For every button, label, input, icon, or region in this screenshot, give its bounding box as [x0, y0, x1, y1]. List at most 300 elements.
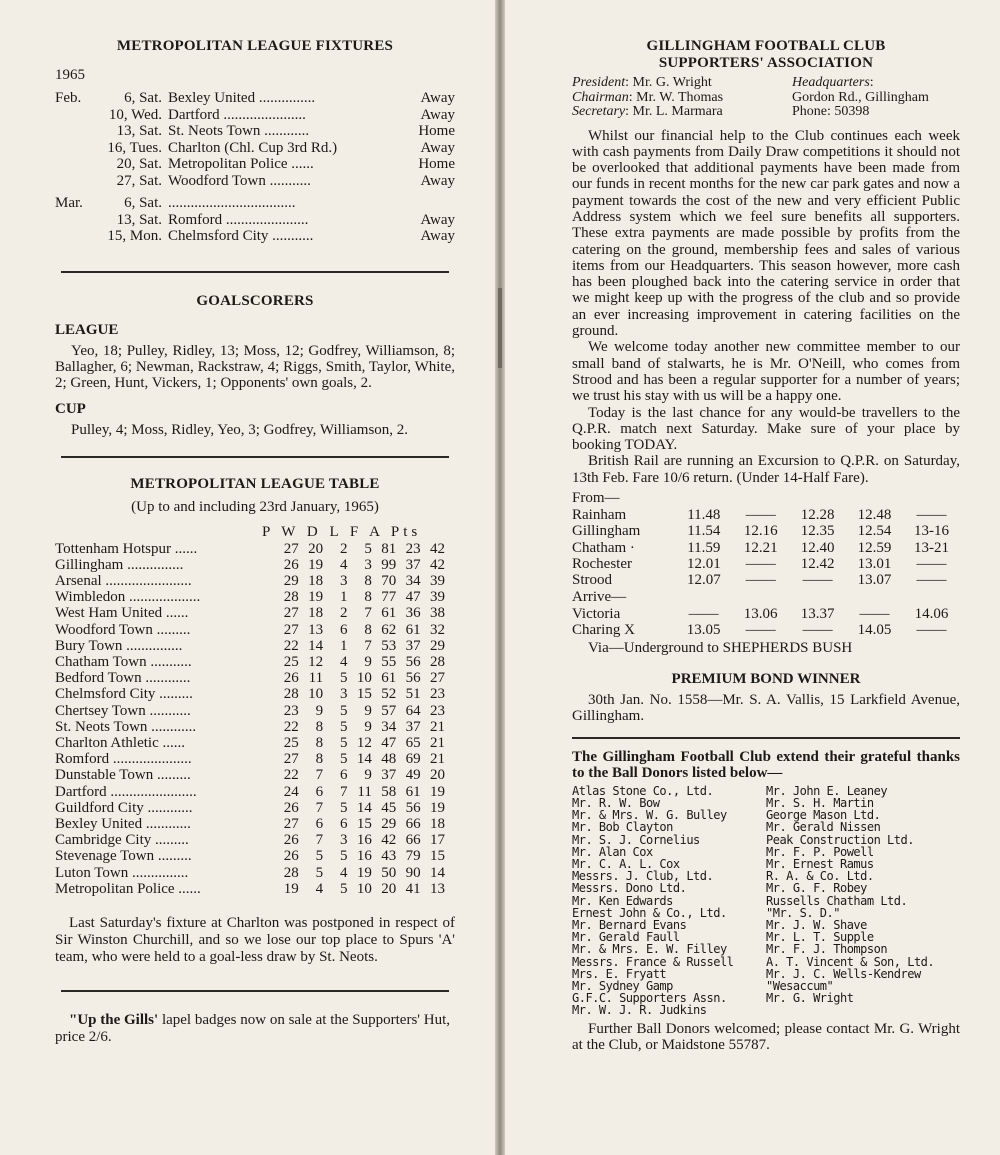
donor-name: Russells Chatham Ltd. — [766, 893, 908, 908]
stat-a: 69 — [405, 751, 421, 768]
from-timetable — [572, 507, 960, 588]
stat-l: 10 — [356, 670, 372, 687]
fixtures-year: 1965 — [55, 67, 85, 83]
stat-pts: 39 — [430, 572, 445, 589]
fixture-opponent: Charlton (Chl. Cup 3rd Rd.) — [168, 139, 338, 156]
stat-a: 79 — [405, 848, 421, 865]
donor-name: Atlas Stone Co., Ltd. — [572, 783, 714, 798]
stat-l: 19 — [356, 864, 372, 881]
stat-w: 6 — [315, 783, 324, 800]
table-row — [55, 654, 445, 670]
donor-name: G.F.C. Supporters Assn. — [572, 991, 727, 1006]
train-time: —— — [802, 621, 833, 638]
stat-pts: 42 — [430, 556, 445, 573]
train-time: 13.05 — [686, 621, 721, 638]
fixture-row — [55, 228, 455, 245]
league-table-note: (Up to and including 23rd January, 1965) — [131, 498, 379, 515]
team-name: Tottenham Hotspur ...... — [55, 540, 198, 557]
stat-d: 5 — [340, 799, 348, 816]
donor-name: Mr. J. W. Shave — [766, 917, 867, 932]
stat-p: 27 — [283, 605, 299, 622]
station-name: Rochester — [572, 555, 632, 572]
train-time: —— — [859, 605, 890, 622]
donor-name: Mr. Gerald Faull — [572, 930, 680, 945]
stat-f: 57 — [381, 702, 397, 719]
donor-name: Mr. Sydney Gamp — [572, 978, 673, 993]
team-name: Arsenal ....................... — [55, 572, 192, 589]
timetable-row — [572, 540, 960, 556]
team-name: Stevenage Town ......... — [55, 848, 192, 865]
stat-p: 26 — [283, 848, 299, 865]
train-time: —— — [916, 555, 947, 572]
paragraph: Whilst our financial help to the Club continues each week with cash payments from Daily Draw competitions it should not be overlooked that additional payments have been made from our funds in recent months for the new car park gates and now a payment towards the cost of the new and very efficient Public Address system which we feel sure benefits all supporters. These extra payments are made possible by profits from the catering on the ground, membership fees and sales of various items from our Headquarters. This season however, more cash has been ploughed back into the catering service in order that we might keep up with the progress of the club and so provide an ever increasing improvement in catering facilities on the ground. — [572, 127, 960, 340]
stat-l: 8 — [364, 572, 372, 589]
table-row — [55, 816, 445, 832]
stat-f: 99 — [381, 556, 397, 573]
stat-a: 66 — [405, 832, 421, 849]
fixture-day: 10, Wed. — [108, 106, 162, 123]
donor-name: "Wesaccum" — [766, 978, 834, 993]
stat-d: 3 — [340, 832, 348, 849]
train-time: 12.28 — [800, 507, 835, 524]
fixture-day: 6, Sat. — [124, 195, 162, 211]
officer-name: : Mr. L. Marmara — [625, 104, 723, 119]
fixture-venue: Away — [420, 228, 455, 244]
stat-a: 41 — [405, 880, 421, 897]
train-time: 12.21 — [743, 539, 778, 556]
donors-closing: Further Ball Donors welcomed; please contact Mr. G. Wright at the Club, or Maidstone 55787. — [572, 1020, 960, 1053]
fixture-opponent: Woodford Town ........... — [168, 172, 311, 189]
table-row — [55, 800, 445, 816]
fixture-month: Mar. — [55, 195, 83, 211]
fixtures-title: METROPOLITAN LEAGUE FIXTURES — [116, 38, 394, 54]
stat-f: 45 — [381, 799, 397, 816]
stat-w: 12 — [308, 653, 324, 670]
team-name: Metropolitan Police ...... — [55, 880, 201, 897]
stat-d: 6 — [340, 815, 348, 832]
table-row — [55, 686, 445, 702]
train-time: —— — [745, 555, 776, 572]
train-time: 11.54 — [687, 523, 721, 540]
table-row — [55, 767, 445, 783]
train-time: —— — [802, 572, 833, 589]
cup-scorers: Pulley, 4; Moss, Ridley, Yeo, 3; Godfrey, Williamson, 2. — [71, 421, 409, 438]
donor-name: Peak Construction Ltd. — [766, 832, 914, 847]
donor-name: Messrs. France & Russell — [572, 954, 734, 969]
stat-l: 8 — [364, 621, 372, 638]
stat-f: 81 — [381, 540, 397, 557]
stat-d: 6 — [340, 767, 348, 784]
stat-f: 48 — [381, 751, 397, 768]
fixture-venue: Away — [420, 90, 455, 106]
association-title: SUPPORTERS' ASSOCIATION — [658, 55, 874, 71]
stat-a: 90 — [405, 864, 421, 881]
team-name: Bexley United ............ — [55, 815, 191, 832]
stat-pts: 23 — [430, 686, 445, 703]
stat-a: 37 — [405, 718, 421, 735]
train-time: 12.01 — [686, 555, 721, 572]
donor-name: Mrs. E. Fryatt — [572, 966, 667, 981]
arrive-label: Arrive— — [572, 588, 627, 605]
donor-name: Mr. Ernest Ramus — [766, 856, 874, 871]
table-row — [55, 638, 445, 654]
stat-f: 37 — [381, 767, 397, 784]
donor-name: Mr. & Mrs. E. W. Filley — [572, 942, 727, 957]
fixture-venue: Away — [420, 172, 455, 189]
stat-p: 23 — [283, 702, 299, 719]
fixture-opponent: Dartford ...................... — [168, 106, 306, 123]
fixture-day: 13, Sat. — [116, 123, 162, 139]
stat-d: 3 — [340, 572, 348, 589]
team-name: Luton Town ............... — [55, 864, 189, 881]
train-time: 13-21 — [913, 539, 949, 556]
donor-name: A. T. Vincent & Son, Ltd. — [766, 954, 935, 969]
stat-f: 34 — [381, 718, 397, 735]
club-title: GILLINGHAM FOOTBALL CLUB — [646, 38, 886, 54]
left-page — [0, 0, 495, 1155]
stat-d: 4 — [340, 556, 348, 573]
station-name: Strood — [572, 572, 613, 589]
team-name: Chelmsford City ......... — [55, 686, 193, 703]
stat-f: 29 — [381, 815, 397, 832]
stat-a: 23 — [405, 540, 421, 557]
train-time: 12.48 — [857, 507, 892, 524]
donor-name: Mr. C. A. L. Cox — [572, 856, 680, 871]
fixture-row — [55, 123, 455, 140]
lapel-badges-notice — [55, 1012, 455, 1046]
officers — [572, 76, 960, 120]
stat-pts: 29 — [430, 637, 445, 654]
team-name: Romford ..................... — [55, 751, 192, 768]
divider — [61, 990, 449, 992]
donor-name: Mr. Alan Cox — [572, 844, 653, 859]
table-row — [55, 605, 445, 621]
team-name: Wimbledon ................... — [55, 589, 201, 606]
team-name: Cambridge City ......... — [55, 832, 189, 849]
train-time: —— — [916, 507, 947, 524]
officer-role: President — [572, 75, 626, 90]
timetable-row — [572, 622, 960, 638]
officer-left — [572, 76, 792, 91]
stat-f: 77 — [381, 589, 397, 606]
hq-value: Gordon Rd., Gillingham — [792, 89, 929, 105]
league-scorers: Yeo, 18; Pulley, Ridley, 13; Moss, 12; Godfrey, Williamson, 8; Ballagher, 6; Newman, Rackstraw, 4; Riggs, Smith, Taylor, White, 2; Green, Hunt, Vickers, 1; Opponents' own goals, 2. — [55, 342, 455, 391]
stat-d: 5 — [340, 718, 348, 735]
train-time: —— — [688, 605, 719, 622]
table-row — [55, 719, 445, 735]
fixture-venue — [411, 195, 455, 212]
donors-col-left — [572, 785, 766, 1017]
station-name: Charing X — [572, 621, 635, 638]
team-name: St. Neots Town ............ — [55, 718, 197, 735]
stat-f: 53 — [381, 637, 397, 654]
stat-d: 7 — [340, 783, 348, 800]
paragraph: Today is the last chance for any would-be travellers to the Q.P.R. match next Saturday. Make sure of your place by booking TODAY. — [572, 404, 960, 454]
stat-l: 14 — [356, 751, 372, 768]
stat-a: 65 — [405, 734, 421, 751]
stat-w: 6 — [315, 815, 324, 832]
stat-pts: 13 — [430, 880, 445, 897]
team-name: Chatham Town ........... — [55, 653, 192, 670]
paragraph: British Rail are running an Excursion to Q.P.R. on Saturday, 13th Feb. Fare 10/6 return. (Under 14-Half Fare). — [572, 453, 960, 486]
stat-l: 8 — [364, 589, 372, 606]
stat-d: 5 — [340, 848, 348, 865]
league-table-header: P W D L F A Pts — [262, 523, 422, 540]
fixture-month — [55, 123, 98, 140]
stat-pts: 14 — [430, 864, 445, 881]
fixture-month — [55, 156, 98, 173]
fixture-row — [55, 156, 455, 173]
table-row — [55, 703, 445, 719]
stat-w: 20 — [308, 540, 324, 557]
fixture-month — [55, 140, 98, 157]
stat-w: 11 — [308, 670, 324, 687]
team-name: Woodford Town ......... — [55, 621, 191, 638]
gutter — [495, 0, 505, 1155]
fixture-day: 13, Sat. — [116, 211, 162, 228]
fixture-venue: Away — [420, 211, 455, 228]
train-time: 14.05 — [857, 621, 892, 638]
fixture-month: Feb. — [55, 90, 82, 106]
timetable-row — [572, 556, 960, 572]
stat-w: 10 — [308, 686, 324, 703]
stat-pts: 21 — [430, 751, 445, 768]
stat-w: 8 — [315, 751, 324, 768]
stat-a: 61 — [405, 621, 421, 638]
donor-name: Mr. Bob Clayton — [572, 820, 673, 835]
fixtures-mar — [55, 195, 455, 245]
stat-f: 42 — [381, 832, 397, 849]
stat-a: 37 — [405, 637, 421, 654]
stat-w: 4 — [315, 880, 324, 897]
fixture-opponent: St. Neots Town ............ — [168, 123, 310, 139]
stat-f: 61 — [381, 670, 397, 687]
train-time: 11.48 — [687, 507, 721, 524]
hq-value: : — [869, 75, 874, 90]
officer-row — [572, 105, 960, 120]
stat-pts: 23 — [430, 702, 445, 719]
stat-p: 26 — [283, 832, 299, 849]
stat-p: 28 — [283, 686, 299, 703]
stat-a: 66 — [405, 815, 421, 832]
stat-l: 9 — [364, 767, 372, 784]
team-name: Bedford Town ............ — [55, 670, 191, 687]
stat-p: 22 — [283, 718, 299, 735]
officer-right — [792, 105, 869, 120]
premium-bond-title: PREMIUM BOND WINNER — [671, 671, 861, 688]
train-time: 12.54 — [857, 523, 892, 540]
stat-p: 25 — [283, 734, 299, 751]
officer-right — [792, 91, 929, 106]
fixture-opponent: Romford ...................... — [168, 211, 309, 228]
fixture-row — [55, 173, 455, 190]
fixture-row — [55, 195, 455, 212]
officer-name: : Mr. G. Wright — [625, 75, 712, 90]
table-row — [55, 865, 445, 881]
stat-d: 2 — [340, 605, 348, 622]
donor-name: Mr. F. P. Powell — [766, 844, 874, 859]
donor-name: Mr. S. H. Martin — [766, 795, 874, 810]
stat-pts: 17 — [430, 832, 445, 849]
postponement-note: Last Saturday's fixture at Charlton was postponed in respect of Sir Winston Churchill, and so we lose our top place to Spurs 'A' team, who were held to a goal-less draw by St. Neots. — [55, 914, 455, 965]
stat-l: 15 — [356, 815, 372, 832]
stat-d: 1 — [340, 637, 348, 654]
officer-name: : Mr. W. Thomas — [628, 89, 724, 105]
team-name: Guildford City ............ — [55, 799, 193, 816]
train-time: —— — [745, 621, 776, 638]
donor-name: R. A. & Co. Ltd. — [766, 869, 874, 884]
train-time: 14.06 — [914, 605, 949, 622]
fixture-venue: Away — [420, 139, 455, 156]
fixture-month — [55, 228, 98, 245]
right-page — [505, 0, 1000, 1155]
stat-pts: 18 — [430, 815, 445, 832]
stat-p: 28 — [283, 589, 299, 606]
stat-pts: 15 — [430, 848, 445, 865]
stat-p: 29 — [283, 572, 299, 589]
train-time: —— — [745, 572, 776, 589]
stat-a: 56 — [405, 799, 421, 816]
table-row — [55, 735, 445, 751]
donor-name: Mr. G. F. Robey — [766, 881, 867, 896]
stat-a: 56 — [405, 670, 421, 687]
hq-value: Phone: 50398 — [792, 104, 870, 119]
stat-pts: 27 — [430, 670, 445, 687]
stat-d: 2 — [340, 540, 348, 557]
from-label: From— — [572, 490, 620, 507]
team-name: Gillingham ............... — [55, 556, 184, 573]
stat-w: 8 — [315, 734, 324, 751]
divider — [61, 456, 449, 458]
arrive-timetable — [572, 606, 960, 639]
association-text — [572, 128, 960, 487]
stat-l: 9 — [364, 718, 372, 735]
stat-f: 47 — [381, 734, 397, 751]
fixture-row — [55, 140, 455, 157]
timetable-row — [572, 572, 960, 588]
stat-f: 70 — [381, 572, 397, 589]
stat-d: 5 — [340, 670, 348, 687]
timetable-row — [572, 606, 960, 622]
fixture-day: 16, Tues. — [107, 139, 162, 156]
team-name: West Ham United ...... — [55, 605, 189, 622]
team-name: Bury Town ............... — [55, 637, 183, 654]
fixtures-feb — [55, 90, 455, 189]
table-row — [55, 589, 445, 605]
stat-pts: 19 — [430, 783, 445, 800]
table-row — [55, 573, 445, 589]
stat-p: 22 — [283, 637, 299, 654]
officer-row — [572, 91, 960, 106]
donor-name: George Mason Ltd. — [766, 808, 881, 823]
stat-pts: 21 — [430, 734, 445, 751]
stat-d: 1 — [340, 589, 348, 606]
officer-left — [572, 91, 792, 106]
stat-l: 16 — [356, 848, 372, 865]
cup-label: CUP — [55, 400, 86, 417]
stat-w: 8 — [315, 718, 324, 735]
stat-p: 25 — [283, 653, 299, 670]
stat-w: 7 — [315, 799, 324, 816]
stat-d: 3 — [340, 686, 348, 703]
officer-left — [572, 105, 792, 120]
officer-role: Chairman — [572, 89, 629, 105]
table-row — [55, 751, 445, 767]
donor-name: Mr. Bernard Evans — [572, 917, 687, 932]
stat-p: 27 — [283, 621, 299, 638]
badge-text: lapel badges now on sale at the Supporters' Hut, price 2/6. — [55, 1011, 450, 1045]
league-table-title: METROPOLITAN LEAGUE TABLE — [130, 475, 380, 492]
premium-bond-text: 30th Jan. No. 1558—Mr. S. A. Vallis, 15 Larkfield Avenue, Gillingham. — [572, 692, 960, 725]
train-time: 13.06 — [743, 605, 778, 622]
stat-p: 27 — [283, 540, 299, 557]
fixture-day: 27, Sat. — [116, 172, 162, 189]
train-time: 12.42 — [800, 555, 835, 572]
donor-name: Mr. F. J. Thompson — [766, 942, 888, 957]
team-name: Charlton Athletic ...... — [55, 734, 185, 751]
stat-f: 55 — [381, 653, 397, 670]
fixture-day: 6, Sat. — [124, 90, 162, 106]
stat-w: 19 — [308, 589, 324, 606]
stat-l: 14 — [356, 799, 372, 816]
stat-f: 61 — [381, 605, 397, 622]
train-time: 12.07 — [686, 572, 721, 589]
train-time: —— — [745, 507, 776, 524]
stat-w: 7 — [315, 832, 324, 849]
stat-l: 7 — [364, 605, 372, 622]
stat-w: 7 — [315, 767, 324, 784]
goalscorers-title: GOALSCORERS — [196, 292, 314, 309]
fixture-venue: Home — [418, 123, 455, 139]
stat-p: 26 — [283, 799, 299, 816]
table-row — [55, 832, 445, 848]
stat-l: 3 — [364, 556, 372, 573]
stat-pts: 39 — [430, 589, 445, 606]
league-table — [55, 541, 445, 897]
stat-w: 5 — [315, 864, 324, 881]
stat-f: 58 — [381, 783, 397, 800]
station-name: Gillingham — [572, 523, 641, 540]
donor-name: Messrs. Dono Ltd. — [572, 881, 687, 896]
donor-name: Ernest John & Co., Ltd. — [572, 905, 727, 920]
stat-w: 5 — [315, 848, 324, 865]
fixture-opponent: Chelmsford City ........... — [168, 228, 314, 244]
ball-donors-heading: The Gillingham Football Club extend their grateful thanks to the Ball Donors listed below— — [572, 737, 960, 781]
fixture-day: 15, Mon. — [107, 228, 162, 244]
fixture-month — [55, 173, 98, 190]
stat-a: 56 — [405, 653, 421, 670]
stat-f: 52 — [381, 686, 397, 703]
train-time: 12.16 — [743, 523, 778, 540]
fixture-venue: Away — [420, 106, 455, 123]
donor-name: Mr. Ken Edwards — [572, 893, 673, 908]
stat-w: 9 — [315, 702, 324, 719]
fixture-opponent: Metropolitan Police ...... — [168, 156, 314, 172]
table-row — [55, 557, 445, 573]
donor-name: Mr. & Mrs. W. G. Bulley — [572, 808, 727, 823]
stat-d: 4 — [340, 653, 348, 670]
stat-d: 5 — [340, 880, 348, 897]
train-time: —— — [916, 621, 947, 638]
stat-l: 12 — [356, 734, 372, 751]
stat-a: 37 — [405, 556, 421, 573]
stat-w: 14 — [308, 637, 324, 654]
stat-l: 5 — [364, 540, 372, 557]
via-note: Via—Underground to SHEPHERDS BUSH — [588, 640, 853, 657]
stat-a: 64 — [405, 702, 421, 719]
donor-name: Messrs. J. Club, Ltd. — [572, 869, 714, 884]
stat-a: 34 — [405, 572, 421, 589]
